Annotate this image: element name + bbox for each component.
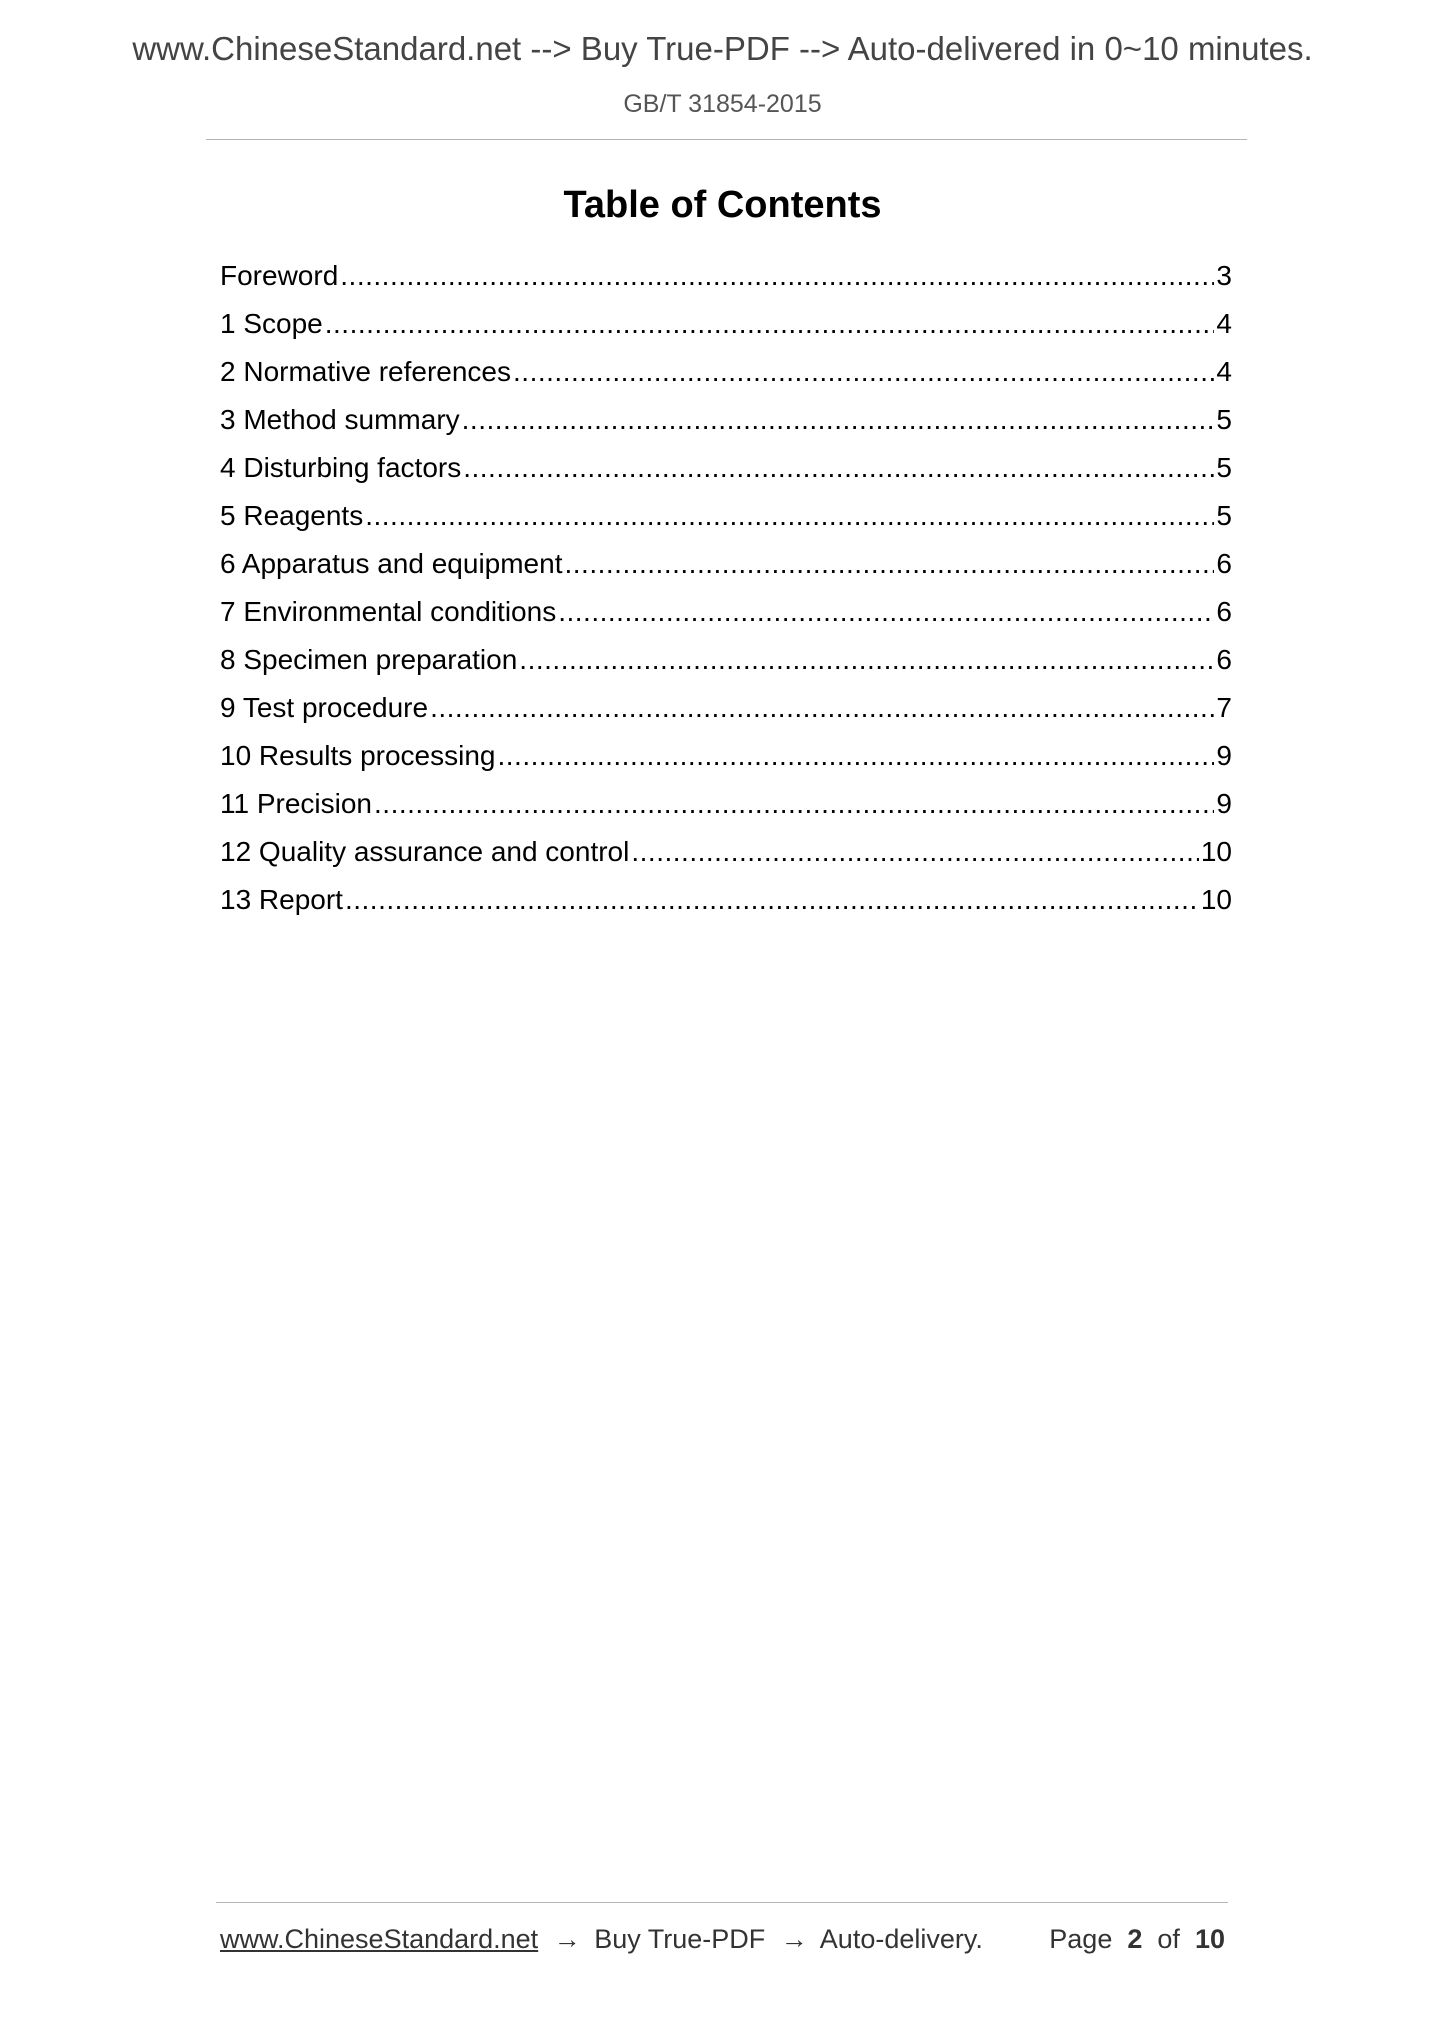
current-page-number: 2	[1127, 1924, 1143, 1954]
toc-entry-label: 8 Specimen preparation	[220, 644, 518, 675]
toc-entry-label: 11 Precision	[220, 788, 373, 819]
toc-entry[interactable]	[220, 496, 1232, 544]
footer-buy-text: Buy True-PDF	[594, 1924, 766, 1954]
toc-entry-page-number: 9	[1216, 788, 1232, 819]
header-divider	[206, 139, 1247, 140]
toc-dot-leader	[345, 880, 1199, 920]
right-arrow-icon: →	[780, 1924, 808, 1954]
toc-entry-label: 2 Normative references	[220, 356, 512, 387]
toc-dot-leader	[564, 544, 1214, 584]
toc-dot-leader	[340, 256, 1214, 296]
footer-divider	[216, 1902, 1228, 1903]
toc-entry[interactable]	[220, 592, 1232, 640]
toc-entry-label: 1 Scope	[220, 308, 323, 339]
toc-entry[interactable]	[220, 544, 1232, 592]
total-pages-number: 10	[1194, 1924, 1225, 1954]
toc-entry-label: 5 Reagents	[220, 500, 364, 531]
toc-dot-leader	[462, 400, 1215, 440]
toc-entry-page-number: 6	[1216, 596, 1232, 627]
toc-dot-leader	[325, 304, 1215, 344]
toc-entry[interactable]	[220, 832, 1232, 880]
toc-entry[interactable]	[220, 784, 1232, 832]
toc-entry-page-number: 4	[1216, 356, 1232, 387]
toc-entry-page-number: 5	[1216, 452, 1232, 483]
toc-entry[interactable]	[220, 304, 1232, 352]
document-number: GB/T 31854-2015	[623, 90, 822, 118]
toc-entry-page-number: 7	[1216, 692, 1232, 723]
page-word: Page	[1049, 1924, 1113, 1954]
toc-entry[interactable]	[220, 352, 1232, 400]
toc-entry-label: 6 Apparatus and equipment	[220, 548, 563, 579]
toc-dot-leader	[558, 592, 1214, 632]
footer-delivery-text: Auto-delivery.	[819, 1924, 983, 1954]
of-word: of	[1157, 1924, 1180, 1954]
toc-entry[interactable]	[220, 448, 1232, 496]
toc-entry[interactable]	[220, 880, 1232, 928]
toc-entry-page-number: 5	[1216, 500, 1232, 531]
toc-entry[interactable]	[220, 640, 1232, 688]
toc-list	[220, 256, 1232, 928]
toc-dot-leader	[430, 688, 1214, 728]
toc-entry-page-number: 6	[1216, 548, 1232, 579]
toc-entry-label: 10 Results processing	[220, 740, 496, 771]
toc-entry[interactable]	[220, 688, 1232, 736]
right-arrow-icon: →	[553, 1924, 581, 1954]
toc-entry-page-number: 10	[1200, 884, 1232, 915]
toc-dot-leader	[463, 448, 1214, 488]
toc-entry-page-number: 3	[1216, 260, 1232, 291]
toc-entry-page-number: 10	[1200, 836, 1232, 867]
toc-dot-leader	[513, 352, 1214, 392]
toc-entry-label: Foreword	[220, 260, 339, 291]
toc-entry-page-number: 4	[1216, 308, 1232, 339]
toc-entry-page-number: 9	[1216, 740, 1232, 771]
toc-entry-page-number: 5	[1216, 404, 1232, 435]
toc-entry-label: 3 Method summary	[220, 404, 460, 435]
toc-dot-leader	[497, 736, 1214, 776]
top-banner: www.ChineseStandard.net --> Buy True-PDF --> Auto-delivered in 0~10 minutes.	[132, 30, 1313, 67]
toc-entry-label: 4 Disturbing factors	[220, 452, 462, 483]
page-indicator	[1049, 1924, 1225, 1955]
toc-entry-label: 13 Report	[220, 884, 343, 915]
footer	[220, 1924, 1225, 1955]
toc-entry-label: 9 Test procedure	[220, 692, 429, 723]
toc-dot-leader	[374, 784, 1214, 824]
toc-entry-label: 12 Quality assurance and control	[220, 836, 630, 867]
toc-dot-leader	[631, 832, 1198, 872]
toc-entry-label: 7 Environmental conditions	[220, 596, 557, 627]
toc-entry[interactable]	[220, 256, 1232, 304]
toc-entry[interactable]	[220, 400, 1232, 448]
toc-entry-page-number: 6	[1216, 644, 1232, 675]
toc-dot-leader	[519, 640, 1214, 680]
page-title: Table of Contents	[563, 184, 882, 226]
toc-entry[interactable]	[220, 736, 1232, 784]
footer-website-link[interactable]: www.ChineseStandard.net	[220, 1924, 539, 1954]
toc-dot-leader	[365, 496, 1214, 536]
